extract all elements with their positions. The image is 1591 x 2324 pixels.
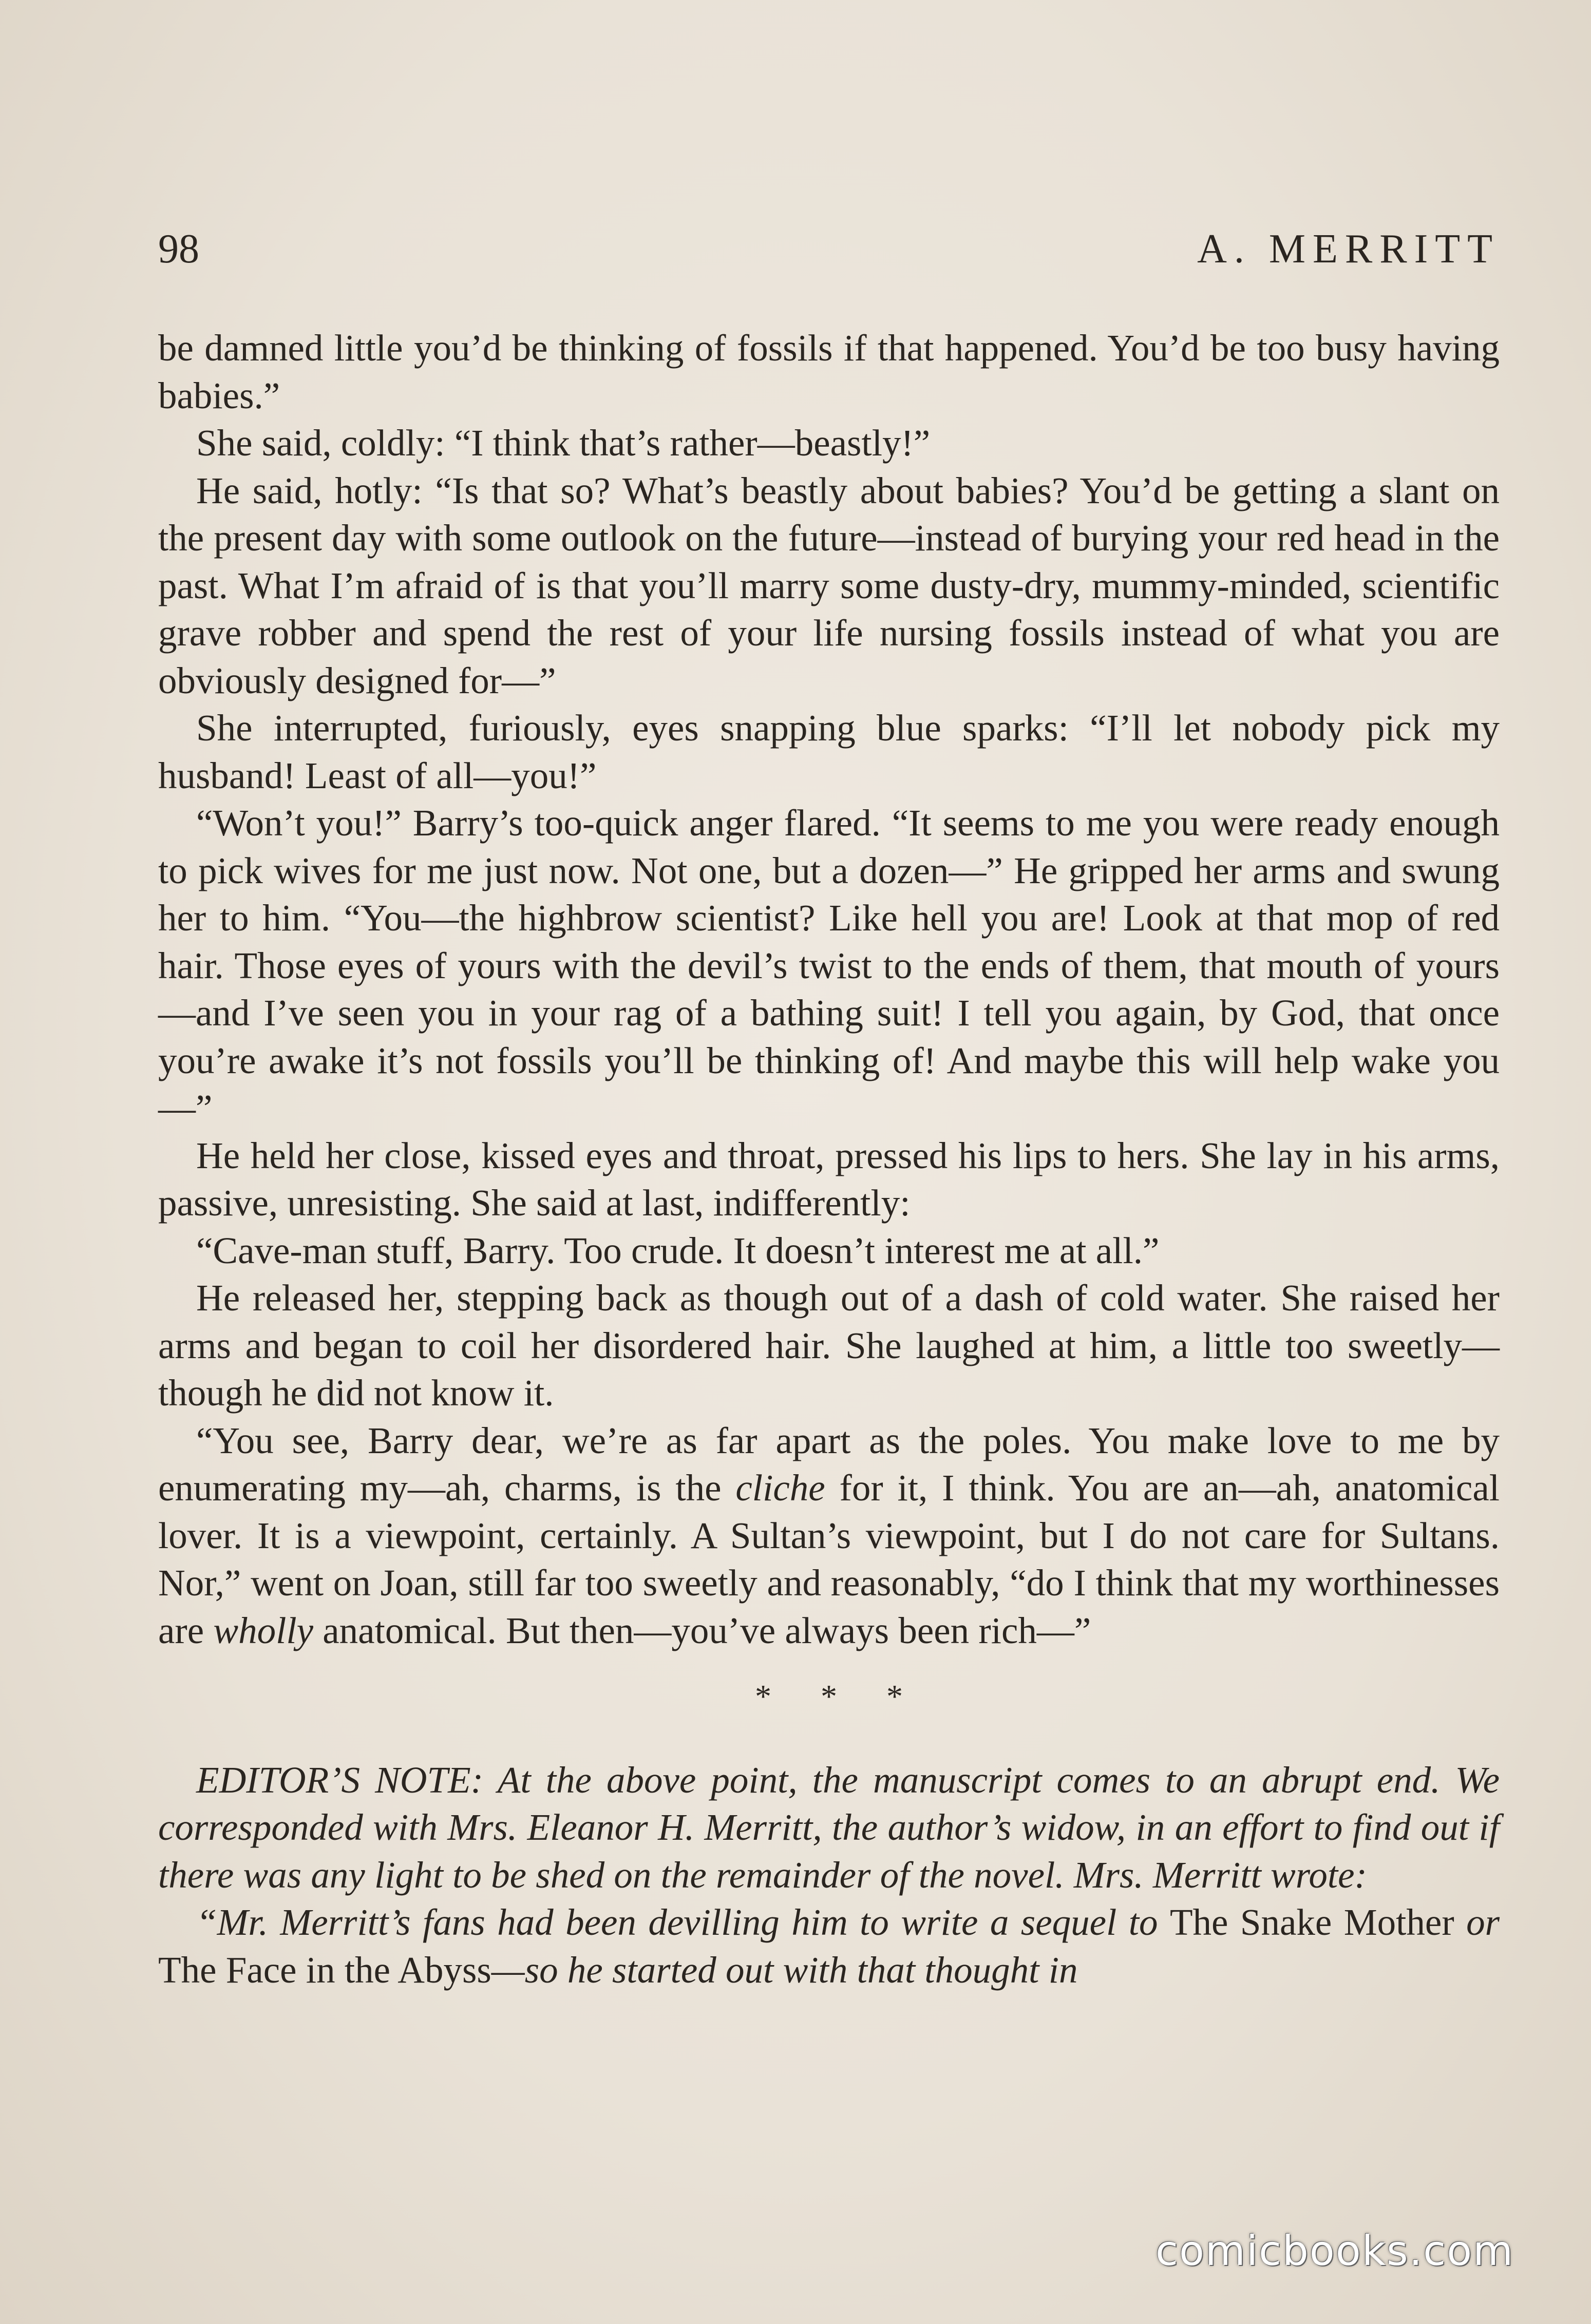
text-run: for it, I think. You are an—ah, anatomical lover. It is a viewpoint, certainly. A Sultan’s viewpoint, but I do not care for Sultans. Nor,” went on Joan, still far too sweetly and reasonably, “do I think that my worthinesses are: [158, 1467, 1500, 1651]
section-separator: * * *: [755, 1678, 923, 1715]
book-title: The Snake Mother: [1169, 1901, 1454, 1943]
page-body: [158, 325, 1500, 1994]
editors-note: [158, 1757, 1500, 1994]
paragraph: He said, hotly: “Is that so? What’s beastly about babies? You’d be getting a slant on the present day with some outlook on the future—instead of burying your red head in the past. What I’m afraid of is that you’ll marry some dusty-dry, mummy-minded, scientific grave robber and spend the rest of your life nursing fossils instead of what you are obviously designed for—”: [158, 469, 1500, 701]
quoted-letter-paragraph: [158, 1899, 1500, 1994]
paragraph: He held her close, kissed eyes and throat, pressed his lips to hers. She lay in his arms, passive, unresisting. She said at last, indifferently:: [158, 1134, 1500, 1224]
text-run: anatomical. But then—you’ve always been rich—”: [313, 1609, 1091, 1651]
paragraph: be damned little you’d be thinking of fossils if that happened. You’d be too busy having babies.”: [158, 327, 1500, 416]
text-run: “Mr. Merritt’s fans had been devilling him to write a sequel to: [196, 1901, 1170, 1943]
running-head-author: A. MERRITT: [1197, 226, 1500, 272]
italic-word: wholly: [213, 1609, 314, 1651]
text-run: —so he started out with that thought in: [491, 1949, 1078, 1991]
page-number: 98: [158, 226, 199, 272]
paragraph: She said, coldly: “I think that’s rather—beastly!”: [196, 422, 931, 464]
text-run: “You see, Barry dear, we’re as far apart as the poles. You make love to me by enumerating my—ah, charms, is the: [158, 1419, 1500, 1509]
paragraph: “Cave-man stuff, Barry. Too crude. It doesn’t interest me at all.”: [196, 1229, 1160, 1271]
paragraph: She interrupted, furiously, eyes snapping blue sparks: “I’ll let nobody pick my husband! Least of all—you!”: [158, 707, 1500, 796]
watermark: comicbooks.com: [1155, 2227, 1514, 2275]
text-run: or: [1454, 1901, 1500, 1943]
book-title: The Face in the Abyss: [158, 1949, 491, 1991]
paragraph: “Won’t you!” Barry’s too-quick anger flared. “It seems to me you were ready enough to pick wives for me just now. Not one, but a dozen—” He gripped her arms and swung her to him. “You—the highbrow scientist? Like hell you are! Look at that mop of red hair. Those eyes of yours with the devil’s twist to the ends of them, that mouth of yours—and I’ve seen you in your rag of a bathing suit! I tell you again, by God, that once you’re awake it’s not fossils you’ll be thinking of! And maybe this will help wake you—”: [158, 802, 1500, 1129]
running-header: [158, 226, 1500, 273]
editors-note-paragraph: EDITOR’S NOTE: At the above point, the manuscript comes to an abrupt end. We corresponded with Mrs. Eleanor H. Merritt, the author’s widow, in an effort to find out if there was any light to be shed on the remainder of the novel. Mrs. Merritt wrote:: [158, 1759, 1500, 1896]
paragraph: He released her, stepping back as though out of a dash of cold water. She raised her arms and began to coil her disordered hair. She laughed at him, a little too sweetly—though he did not know it.: [158, 1277, 1500, 1414]
paragraph: [158, 1417, 1500, 1655]
italic-word: cliche: [735, 1467, 825, 1509]
